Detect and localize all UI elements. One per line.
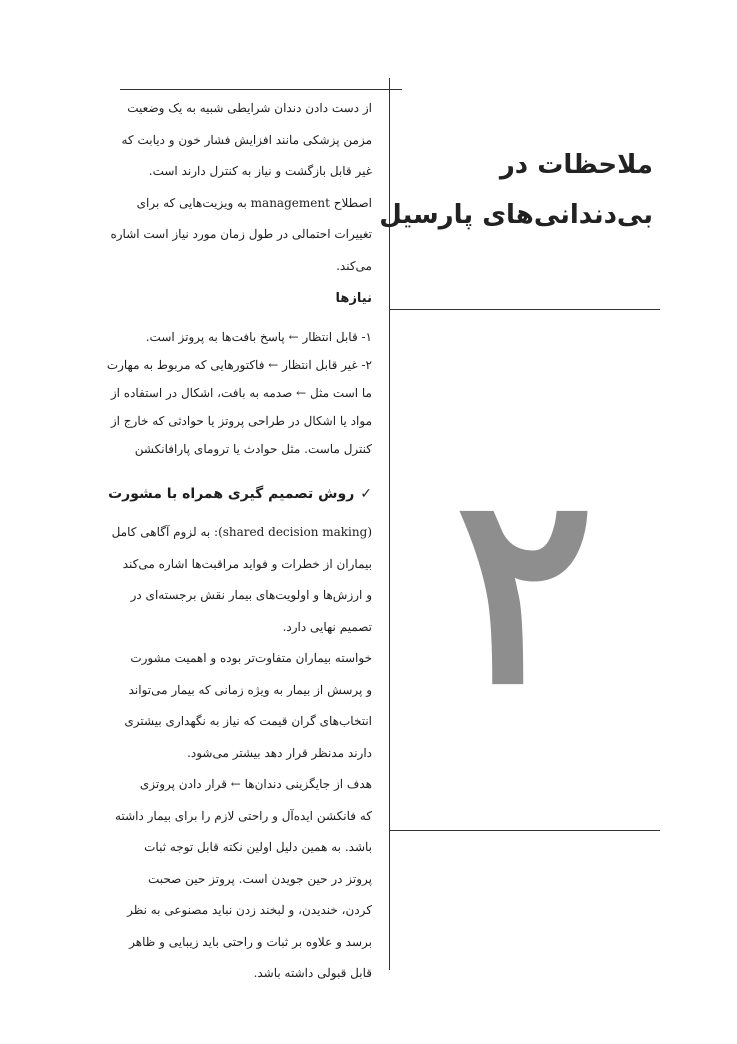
intro-line: تغییرات احتمالی در طول زمان مورد نیاز است اشاره <box>110 227 372 241</box>
needs-item: ما است مثل ← صدمه به بافت، اشکال در استفاده از <box>110 386 372 400</box>
decision-paragraph <box>72 517 372 990</box>
decision-line: پروتز در حین جویدن است. پروتز حین صحبت <box>147 871 372 886</box>
needs-item: ۱- قابل انتظار ← پاسخ بافت‌ها به پروتز است. <box>145 330 372 344</box>
decision-line: هدف از جایگزینی دندان‌ها ← قرار دادن پروتزی <box>139 777 372 791</box>
needs-list <box>72 323 372 463</box>
decision-line: تصمیم نهایی دارد. <box>282 619 372 634</box>
decision-heading-text: روش تصمیم گیری همراه با مشورت <box>108 486 355 502</box>
intro-line: می‌کند. <box>336 258 372 273</box>
decision-line: برسد و علاوه بر ثبات و راحتی باید زیبایی و ظاهر <box>129 934 372 949</box>
check-icon: ✓ <box>360 486 372 502</box>
decision-line: بیماران از خطرات و فواید مراقبت‌ها اشاره می‌کند <box>122 556 372 571</box>
intro-line: غیر قابل بازگشت و نیاز به کنترل دارند است. <box>148 164 372 178</box>
needs-heading: نیازها <box>335 291 372 306</box>
decision-line: (shared decision making): به لزوم آگاهی کامل <box>111 525 372 539</box>
needs-item: ۲- غیر قابل انتظار ← فاکتورهایی که مربوط به مهارت <box>106 358 372 372</box>
intro-paragraph <box>72 93 372 282</box>
intro-line: مزمن پزشکی مانند افزایش فشار خون و دیابت که <box>121 132 372 147</box>
needs-item: کنترل ماست. مثل حوادث یا ترومای پارافانکشن <box>134 442 372 456</box>
decision-line: کردن، خندیدن، و لبخند زدن نباید مصنوعی به نظر <box>127 903 372 917</box>
decision-line: انتخاب‌های گران قیمت که نیاز به نگهداری بیشتری <box>124 714 372 728</box>
decision-line: باشد. به همین دلیل اولین نکته قابل توجه ثبات <box>144 840 372 854</box>
chapter-title <box>379 140 653 240</box>
decision-line: و ارزش‌ها و اولویت‌های بیمار نقش برجسته‌ای در <box>130 588 372 602</box>
chapter-title-line-2: بی‌دندانی‌های پارسیل <box>379 200 653 230</box>
needs-item: مواد یا اشکال در طراحی پروتز یا حوادثی که خارج از <box>110 414 372 428</box>
decision-line: و پرسش از بیمار به ویژه زمانی که بیمار می‌تواند <box>128 682 372 697</box>
top-rule <box>120 89 402 90</box>
chapter-number: ۲ <box>455 437 595 742</box>
decision-line: که فانکشن ایده‌آل و راحتی لازم را برای بیمار داشته <box>115 808 372 823</box>
intro-line: از دست دادن دندان شرایطی شبیه به یک وضعیت <box>127 101 372 115</box>
decision-line: خواسته بیماران متفاوت‌تر بوده و اهمیت مشورت <box>130 651 372 665</box>
chapter-title-line-1: ملاحظات در <box>499 150 653 180</box>
chapter-rule-lower <box>389 830 660 831</box>
decision-heading <box>72 482 372 506</box>
intro-line: اصطلاح management به ویزیت‌هایی که برای <box>136 195 372 210</box>
decision-line: دارند مدنظر قرار دهد بیشتر می‌شود. <box>187 745 372 760</box>
decision-line: قابل قبولی داشته باشد. <box>253 966 372 980</box>
chapter-rule-upper <box>389 309 660 310</box>
